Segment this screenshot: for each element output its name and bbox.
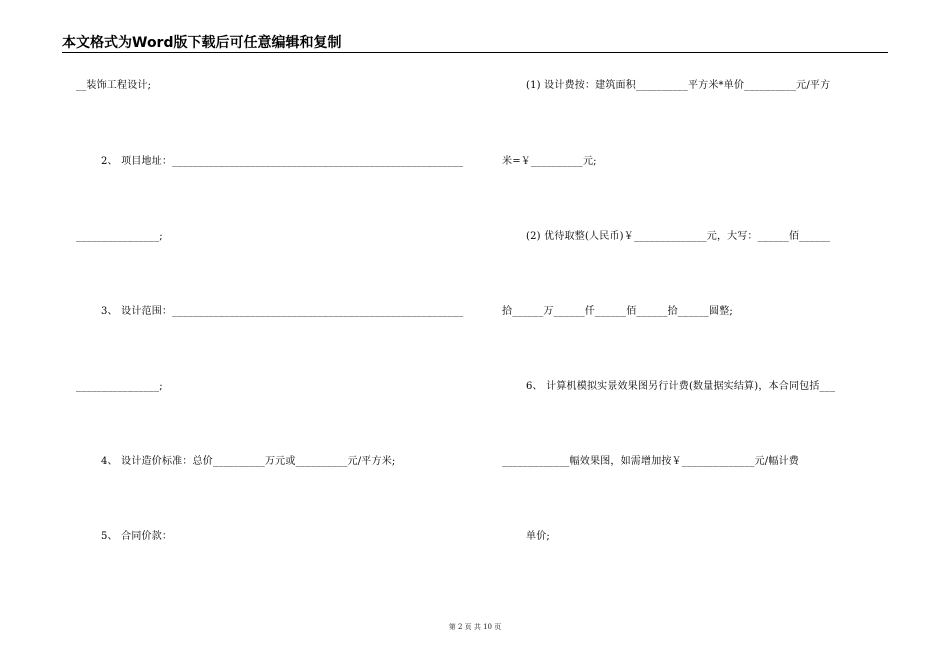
left-line-1: __装饰工程设计; (76, 80, 152, 91)
left-line-2: 2、 项目地址：________________________________________________________ (101, 156, 464, 167)
page-number: 第 2 页 共 10 页 (448, 623, 502, 631)
right-line-3: (2) 优待取整(人民币)￥______________元，大写：______佰______ (526, 231, 831, 242)
right-line-4: 拾______万______仟______佰______拾______圆整; (502, 306, 733, 317)
document-title: 本文格式为Word版下载后可任意编辑和复制 (62, 35, 342, 51)
right-line-5: 6、 计算机模拟实景效果图另行计费(数量据实结算)，本合同包括___ (526, 381, 836, 392)
header-divider (62, 52, 888, 53)
left-line-4: 3、 设计范围：________________________________________________________ (101, 306, 464, 317)
right-line-1: (1) 设计费按：建筑面积__________平方米*单价__________元/平方 (526, 80, 831, 91)
right-line-2: 米=￥__________元; (502, 156, 597, 167)
right-line-6: _____________幅效果图，如需增加按￥______________元/幅计费 (502, 456, 799, 467)
left-line-3: ________________; (76, 231, 163, 242)
left-line-6: 4、 设计造价标准：总价__________万元或__________元/平方米; (101, 456, 396, 467)
right-line-7: 单价; (526, 531, 550, 542)
left-line-5: ________________; (76, 381, 163, 392)
left-line-7: 5、 合同价款： (101, 531, 173, 542)
